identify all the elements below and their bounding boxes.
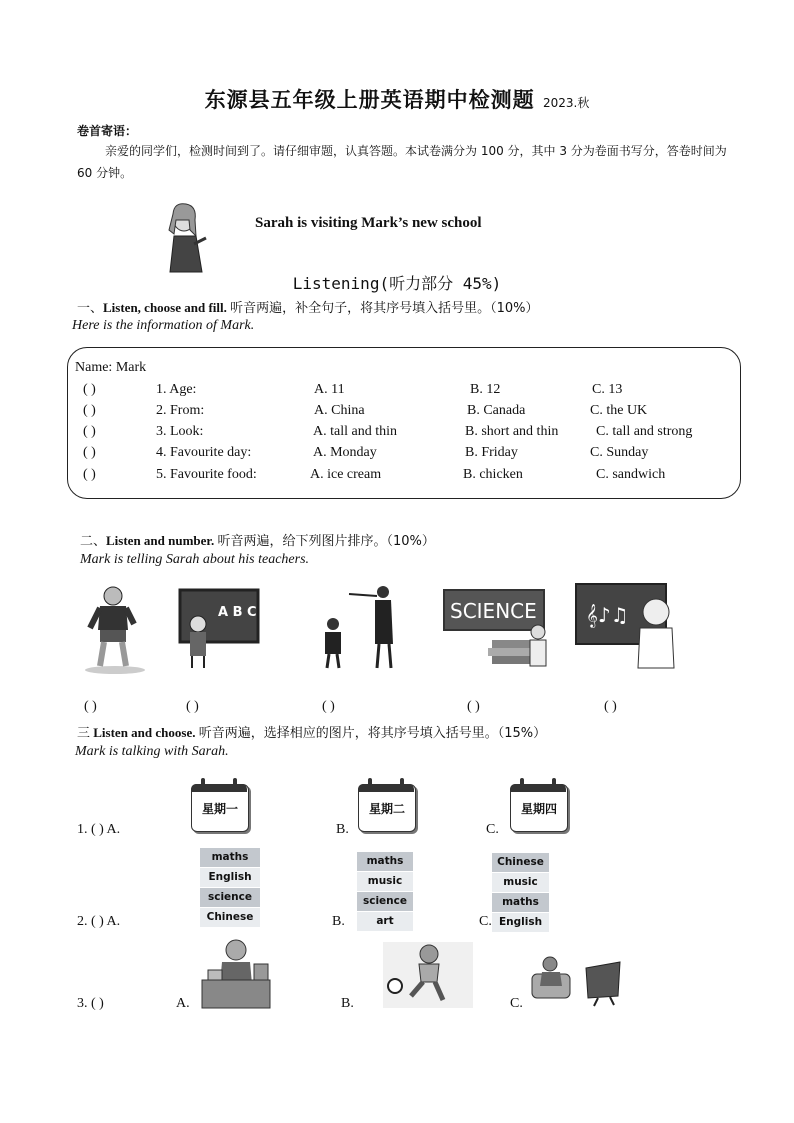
subtitle: Sarah is visiting Mark’s new school: [255, 215, 482, 231]
playing-football-picture: [383, 942, 473, 1008]
subject-cell: English: [492, 913, 549, 932]
teacher-pointing-picture: [305, 584, 399, 672]
subject-cell: English: [200, 868, 260, 887]
option-c: C. tall and strong: [596, 424, 693, 439]
science-board-text: SCIENCE: [450, 599, 537, 623]
subject-cell: music: [357, 872, 413, 891]
option-b: B. Friday: [465, 445, 518, 460]
calendar-icon: [358, 778, 414, 830]
option-c: C. 13: [592, 382, 623, 397]
part1-heading: 一、Listen, choose and fill. 听音两遍，补全句子，将其序号填入括号里。（10%）: [77, 300, 539, 316]
question-label: 4. Favourite day:: [156, 445, 252, 460]
subject-cell: maths: [492, 893, 549, 912]
option-a: A. Monday: [313, 445, 377, 460]
subject-cell: art: [357, 912, 413, 931]
q3-label: 3. ( ): [77, 996, 104, 1011]
question-label: 1. Age:: [156, 382, 197, 397]
calendar-icon: [191, 778, 247, 830]
option-a: A. ice cream: [310, 467, 382, 482]
message-label: 卷首寄语：: [77, 124, 138, 138]
order-blank[interactable]: ( ): [467, 699, 480, 714]
subject-cell: science: [200, 888, 260, 907]
option-a: A. 11: [314, 382, 345, 397]
sarah-illustration: [162, 200, 210, 274]
question-label: 3. Look:: [156, 424, 204, 439]
english-teacher-picture: [178, 588, 260, 670]
pe-teacher-picture: [80, 582, 150, 674]
board-abc-text: A B C: [218, 605, 257, 620]
schedule-b: [357, 852, 413, 932]
q2-label: 2. ( ) A.: [77, 914, 121, 929]
question-label: 5. Favourite food:: [156, 467, 257, 482]
subject-cell: science: [357, 892, 413, 911]
name-line: Name: Mark: [75, 360, 147, 375]
option-c-label: C.: [510, 996, 523, 1011]
option-c: C. Sunday: [590, 445, 649, 460]
option-b: B. short and thin: [465, 424, 559, 439]
part1-intro: Here is the information of Mark.: [72, 318, 255, 333]
page-title: [0, 84, 794, 114]
option-b-label: B.: [332, 914, 345, 929]
subject-cell: maths: [357, 852, 413, 871]
order-blank[interactable]: ( ): [186, 699, 199, 714]
part3-heading: 三 Listen and choose. 听音两遍，选择相应的图片，将其序号填入括号里。（15%）: [77, 725, 547, 741]
part2-intro: Mark is telling Sarah about his teachers.: [80, 552, 310, 567]
question-label: 2. From:: [156, 403, 205, 418]
answer-blank[interactable]: ( ): [83, 424, 96, 439]
part2-heading: 二、Listen and number. 听音两遍，给下列图片排序。（10%）: [80, 533, 435, 549]
term-label: 2023.秋: [542, 96, 590, 110]
listening-title: Listening(听力部分 45%): [292, 274, 502, 293]
schedule-c: [492, 853, 549, 933]
option-b-label: B.: [341, 996, 354, 1011]
option-a: A. tall and thin: [313, 424, 397, 439]
calendar-icon: [510, 778, 566, 830]
schedule-a: [200, 848, 260, 928]
calendar-day: 星期四: [520, 802, 557, 816]
option-b-label: B.: [336, 822, 349, 837]
part3-intro: Mark is talking with Sarah.: [75, 744, 229, 759]
option-b: B. Canada: [467, 403, 526, 418]
subject-cell: Chinese: [200, 908, 260, 927]
option-c: C. sandwich: [596, 467, 666, 482]
option-c-label: C.: [479, 914, 492, 929]
option-c: C. the UK: [590, 403, 648, 418]
music-teacher-picture: [574, 582, 684, 672]
order-blank[interactable]: ( ): [84, 699, 97, 714]
science-teacher-picture: [442, 588, 556, 672]
q1-label: 1. ( ) A.: [77, 822, 121, 837]
order-blank[interactable]: ( ): [322, 699, 335, 714]
answer-blank[interactable]: ( ): [83, 467, 96, 482]
option-b: B. 12: [470, 382, 501, 397]
subject-cell: music: [492, 873, 549, 892]
option-a: A. China: [314, 403, 365, 418]
watching-tv-picture: [530, 952, 624, 1008]
subject-cell: Chinese: [492, 853, 549, 872]
doing-homework-picture: [198, 934, 274, 1010]
intro-message: 亲爱的同学们，检测时间到了。请仔细审题，认真答题。本试卷满分为 100 分，其中 3 分为卷面书写分，答卷时间为 60 分钟。: [77, 144, 727, 180]
answer-blank[interactable]: ( ): [83, 445, 96, 460]
option-b: B. chicken: [463, 467, 523, 482]
option-c-label: C.: [486, 822, 499, 837]
calendar-day: 星期二: [368, 802, 405, 816]
option-a-label: A.: [176, 996, 190, 1011]
order-blank[interactable]: ( ): [604, 699, 617, 714]
title-text: 东源县五年级上册英语期中检测题: [204, 88, 535, 112]
music-notes-icon: 𝄞♪♫: [586, 603, 629, 627]
answer-blank[interactable]: ( ): [83, 382, 96, 397]
calendar-day: 星期一: [201, 802, 238, 816]
answer-blank[interactable]: ( ): [83, 403, 96, 418]
subject-cell: maths: [200, 848, 260, 867]
